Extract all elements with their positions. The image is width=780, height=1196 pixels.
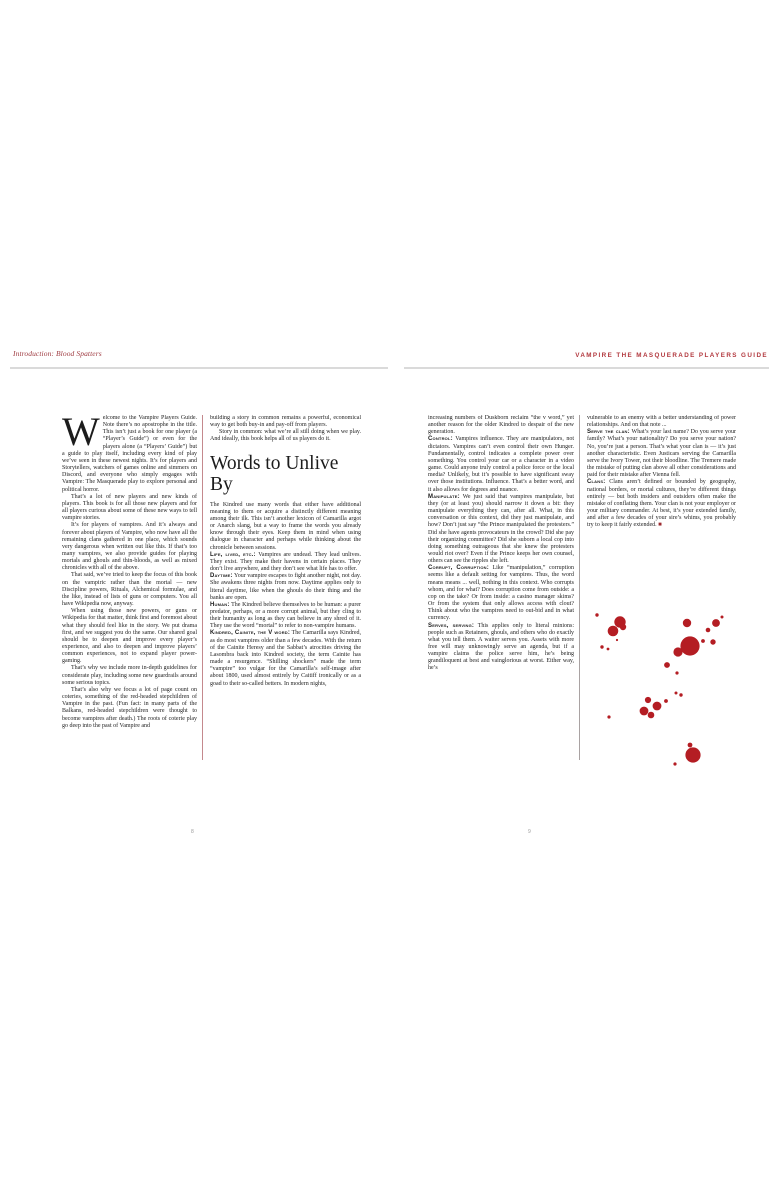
paragraph: elcome to the Vampire Players Guide. Note there’s no apostrophe in the title. This isn’t just a book for one player (a “Player’s Guide”) or even for the players alone (a “Players’ Guide”) but a guide to play itself, including every kind of play we’ve seen in these newest nights. It’s for players and Storytellers, watchers of games online and simmers on Discord, and everyone who simply engages with Vampire: The Masquerade play to explore personal and political horror. bbox=[62, 415, 197, 493]
right-header-rule bbox=[404, 367, 769, 369]
left-page-column-1 bbox=[62, 415, 197, 815]
glossary-term: Manipulate: bbox=[428, 493, 460, 500]
glossary-term: Human: bbox=[210, 601, 230, 608]
glossary-text: This applies only to literal minions: people such as Retainers, ghouls, and others who do exactly what you tell them. A waiter serves you. Assets with more free will may unknowingly serve an agenda, but if a vampire claims the police serve him, he’s being grandiloquent at best and vainglorious at worst. Either way, he’s bbox=[428, 622, 574, 672]
glossary-entry bbox=[210, 573, 361, 602]
glossary-text: We just said that vampires manipulate, but they (or at least you) should narrow it down a bit: they manipulate everything they can, after all. What, in this conversation or this context, did they just manipulate, and how? Don’t just say “the Prince manipulated the protesters.” Did she have agents provocateurs in the crowd? Did she pay their organizing committee? Did she suborn a local cop into doing something outrageous that she knew the protesters would riot over? Even if the Prince keeps her own counsel, others can see the ripples she left. bbox=[428, 493, 574, 565]
glossary-entry bbox=[428, 494, 574, 566]
dropcap-w: W bbox=[62, 415, 100, 454]
glossary-term: Serves, serving: bbox=[428, 622, 475, 629]
glossary-entry bbox=[428, 436, 574, 493]
glossary-text: Clans aren’t defined or bounded by geography, national borders, or mortal cultures, they’re different things entirely — but both insiders and outsiders often make the mistake of conflating them. Your clan is not your employer or your military commander. At best, it’s your extended family, and after a few decades of your sire’s whims, you probably try to keep it fairly extended. bbox=[587, 479, 736, 529]
glossary-term: Control: bbox=[428, 436, 453, 443]
blood-splatter-graphic bbox=[570, 590, 755, 780]
section-heading: Words to Unlive By bbox=[210, 452, 339, 495]
glossary-text: Like “manipulation,” corruption seems like a default setting for vampires. Thus, the word means means ... well, nothing in this context. Who corrupts whom, and for what? Does corruption come from outside: a cop on the take? Or from inside: a casino manager skims? Or from the system that only allows access with clout? Think about who the vampires need to out-bid and in what currency. bbox=[428, 565, 574, 622]
paragraph: vulnerable to an enemy with a better understanding of power relationships. And on that note ... bbox=[587, 415, 736, 429]
glossary-term: Serve the clan: bbox=[587, 429, 630, 436]
glossary-term: Life, lived, etc.: bbox=[210, 551, 256, 558]
glossary-text: Vampires influence. They are manipulators, not dictators. Vampires can’t even control their own Hunger. Fundamentally, control indicates a complete power over something. You control your car or a character in a video game. Could anyone truly control a police force or the local media? Unlikely, but it’s possible to have significant sway over those institutions. Influence. That’s a better word, and it also allows for degrees and nuance. bbox=[428, 436, 574, 493]
paragraph: Story in common: what we’re all still doing when we play. And ideally, this book helps all of us players do it. bbox=[210, 429, 361, 443]
glossary-entry bbox=[210, 630, 361, 687]
intro-paragraph bbox=[62, 415, 197, 494]
left-page-column-rule bbox=[202, 415, 203, 760]
glossary-term: Clans: bbox=[587, 479, 606, 486]
paragraph: That’s a lot of new players and new kinds of players. This book is for all those new players and for all players curious about some of these new ways to tell vampire stories. bbox=[62, 493, 197, 522]
right-page-column-1 bbox=[428, 415, 574, 815]
paragraph: The Kindred use many words that either have additional meaning to them or acquire a distinctly different meaning among their ilk. This isn’t another lexicon of Camarilla argot or Anarch slang, but a way to frame the words you already know through their eyes. Keep them in mind when using dialogue in character and perhaps while thinking about the chronicle between sessions. bbox=[210, 501, 361, 551]
left-running-header: Introduction: Blood Spatters bbox=[13, 349, 102, 358]
paragraph: That’s why we include more in-depth guidelines for considerate play, including some new guardrails around some serious topics. bbox=[62, 665, 197, 686]
right-page-number: 9 bbox=[528, 829, 531, 835]
paragraph: It’s for players of vampires. And it’s always and forever about players of Vampire, who now have all the remaining clans gathered in one place, which sounds very dangerous when written out like this. If that’s too many vampires, we also provide guides for playing mortals and ghouls and thin-bloods, as well as mixed chronicles with all of the above. bbox=[62, 522, 197, 572]
paragraph: That’s also why we focus a lot of page count on coteries, something of the red-headed stepchildren of Vampire in the past. (Fun fact: in many parts of the Balkans, red-headed stepchildren were thought to become vampires after death.) The roots of coterie play go deep into the past of Vampire and bbox=[62, 686, 197, 729]
glossary-entry bbox=[587, 429, 736, 479]
glossary-term: Corrupt, Corruption: bbox=[428, 565, 489, 572]
glossary-entry bbox=[210, 552, 361, 573]
left-page-number: 8 bbox=[191, 829, 194, 835]
glossary-entry bbox=[428, 623, 574, 673]
left-header-rule bbox=[10, 367, 388, 369]
paragraph: When using those new powers, or guns or Wikipedia for that matter, think first and foremost about what they should feel like in the story. We put drama first, and we suggest you do the same. Our shared goal should be to deepen and improve every player’s experience, and also to deepen and improve players’ common experiences, not to expand player power-gaming. bbox=[62, 608, 197, 665]
glossary-entry bbox=[587, 479, 736, 529]
glossary-text: The Kindred believe themselves to be human: a purer predator, perhaps, or a more corrupt animal, but they cling to their humanity as long as they can believe in any shred of it. They use the word “mortal” to refer to non-vampire humans. bbox=[210, 601, 361, 630]
glossary-entry bbox=[210, 602, 361, 631]
glossary-text: Vampires are undead. They lead unlives. They exist. They make their havens in certain places. They don’t live anywhere, and they don’t see what life has to offer. bbox=[210, 551, 361, 573]
glossary-text: Your vampire escapes to fight another night, not day. She awakens three nights from now. Daytime applies only to literal daytime, like when the ghouls do their thing and the banks are open. bbox=[210, 573, 361, 601]
paragraph: That said, we’ve tried to keep the focus of this book on the vampiric rather than the mortal — new Discipline powers, Rituals, Alchemical formulae, and the like, instead of lists of guns or computers. You all have Wikipedia now, anyway. bbox=[62, 572, 197, 608]
end-of-section-mark: ■ bbox=[658, 522, 662, 529]
right-running-header: VAMPIRE THE MASQUERADE PLAYERS GUIDE bbox=[575, 352, 768, 359]
glossary-text: What’s your last name? Do you serve your family? What’s your nationality? Do you serve your nation? No, you’re just a person. That’s what your clan is — it’s just another characteristic. Even Justicars serving the Camarilla serve the Ivory Tower, not their bloodline. The Tremere made the mistake of putting clan above all other considerations and paid for their mistake after Vienna fell. bbox=[587, 429, 736, 479]
paragraph: increasing numbers of Duskborn reclaim “the v word,” yet another reason for the older Kindred to despair of the new generation. bbox=[428, 415, 574, 436]
glossary-text: The Camarilla says Kindred, as do most vampires older than a few decades. With the return of the Cainite Heresy and the Sabbat’s atrocities driving the Lasombra back into Kindred society, the term Cainite has made a resurgence. “Shilling shockers” made the term “vampire” too vulgar for the Camarilla’s self-image after about 1800, used almost entirely by Caitiff ironically or as a goad to their so-called betters. In modern nights, bbox=[210, 630, 361, 687]
glossary-term: Daytime: bbox=[210, 573, 233, 580]
glossary-entry bbox=[428, 565, 574, 622]
left-page-column-2 bbox=[210, 415, 361, 815]
paragraph: building a story in common remains a powerful, economical way to get both buy-in and pay-off from players. bbox=[210, 415, 361, 429]
glossary-term: Kindred, Cainite, the V word: bbox=[210, 630, 291, 637]
